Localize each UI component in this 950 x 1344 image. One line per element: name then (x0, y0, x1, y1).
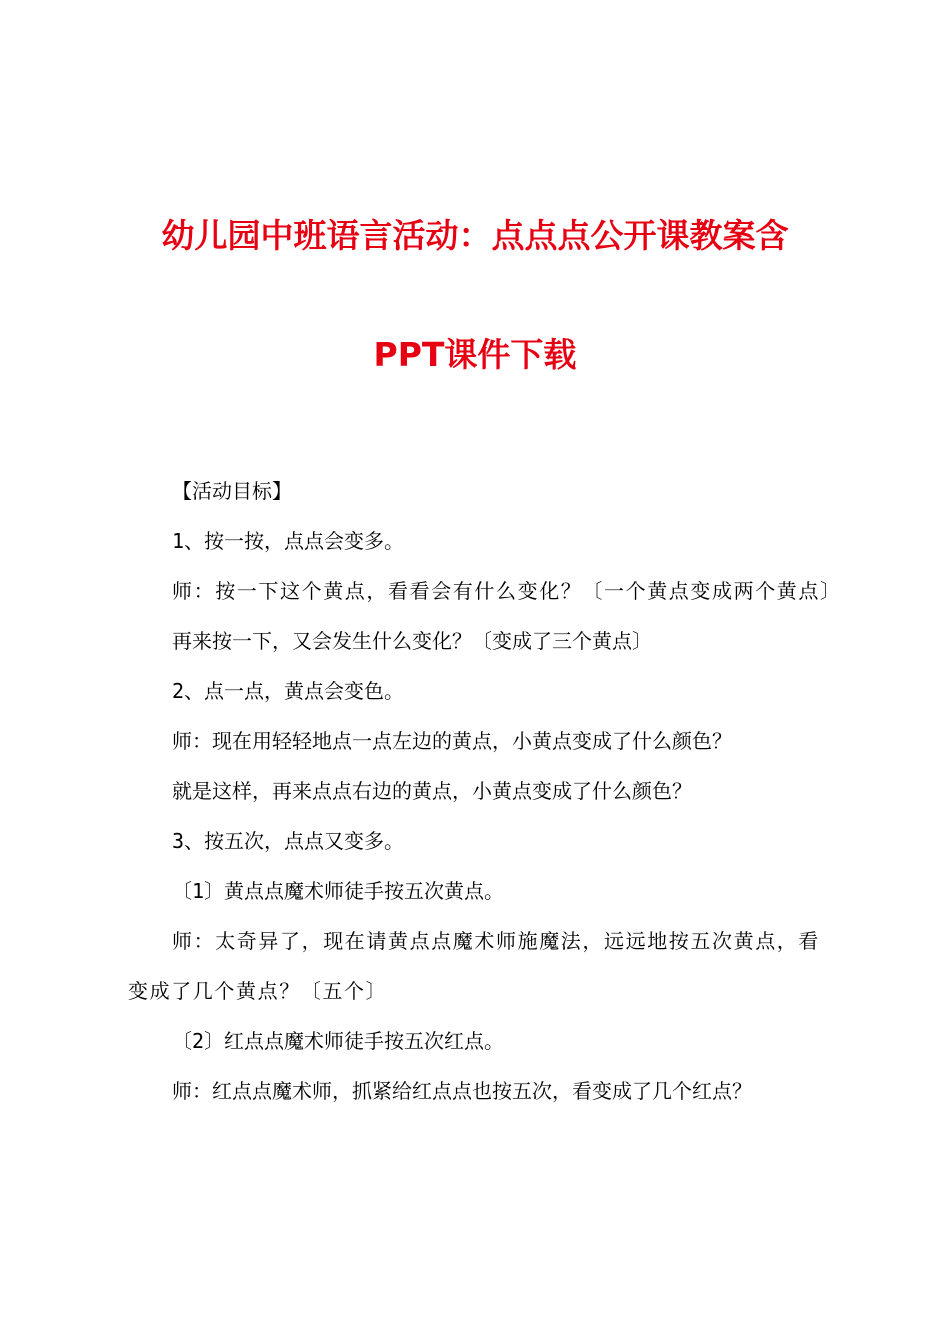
paragraph-2: 师：按一下这个黄点，看看会有什么变化？〔一个黄点变成两个黄点〕 (172, 579, 842, 603)
document-title-line-2: PPT课件下载 (373, 335, 577, 374)
section-heading-activity-goals: 【活动目标】 (172, 479, 292, 503)
paragraph-11: 师：红点点魔术师，抓紧给红点点也按五次，看变成了几个红点？ (172, 1079, 752, 1103)
paragraph-5: 师：现在用轻轻地点一点左边的黄点，小黄点变成了什么颜色？ (172, 729, 732, 753)
paragraph-10: 〔2〕红点点魔术师徒手按五次红点。 (172, 1029, 505, 1053)
paragraph-8: 〔1〕黄点点魔术师徒手按五次黄点。 (172, 879, 505, 903)
paragraph-7: 3、按五次，点点又变多。 (172, 829, 405, 853)
paragraph-3: 再来按一下，又会发生什么变化？〔变成了三个黄点〕 (172, 629, 652, 653)
paragraph-4: 2、点一点，黄点会变色。 (172, 679, 405, 703)
paragraph-1: 1、按一按，点点会变多。 (172, 529, 405, 553)
paragraph-9: 师：太奇异了，现在请黄点点魔术师施魔法，远远地按五次黄点，看变成了几个黄点？〔五个〕 (128, 929, 820, 1003)
document-body (128, 466, 842, 1116)
paragraph-6: 就是这样，再来点点右边的黄点，小黄点变成了什么颜色？ (172, 779, 692, 803)
document-title-line-1: 幼儿园中班语言活动：点点点公开课教案含 (161, 216, 789, 255)
